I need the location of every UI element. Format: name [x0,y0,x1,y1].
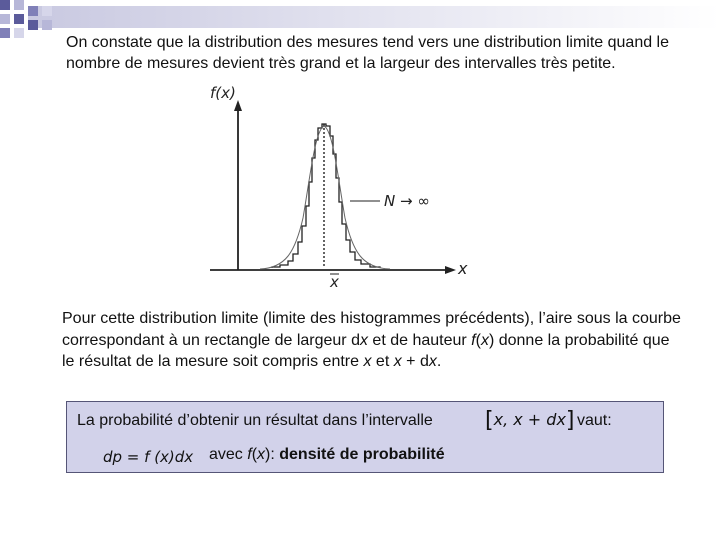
limit-curve [260,126,390,269]
x-axis-label: x [458,259,468,278]
formula-text: dp = f (x)dx [103,448,194,466]
avec-text: avec [209,446,248,463]
interval-body: x, x + dx [493,410,566,429]
paragraph-text-5: et [371,353,394,370]
var-f: f [247,446,252,463]
intro-text: On constate que la distribution des mesures tend vers une distribution limite quand le nombre de mesures devient très grand et la largeur des intervalles très petite. [66,34,670,72]
paragraph-text-4: ) donne la probabilité que le résultat de la mesure soit compris entre [62,331,670,370]
probability-statement: La probabilité d’obtenir un résultat dans l’intervalle [77,412,433,429]
paragraph-text-2: et de hauteur [367,331,472,349]
interval-open-bracket: [ [485,408,494,433]
var-x: x [359,331,368,349]
limit-label: N → ∞ [384,192,430,210]
x-axis-arrow [445,266,456,274]
var-x: x [393,353,402,370]
distribution-figure [200,78,480,293]
paren-text: ( [251,446,258,463]
interval-close-bracket: ] [565,408,575,433]
density-term: densité de probabilité [279,446,445,463]
paragraph-text-7: . [436,353,442,370]
interval-expression [485,408,575,433]
mean-label: x [330,273,339,291]
var-x: x [428,353,437,370]
vaut-text: vaut: [577,412,612,429]
probability-formula [103,448,193,466]
var-x: x [480,331,489,349]
paragraph-text-3: ( [475,331,481,349]
density-statement [209,446,445,464]
after-text: ): [265,446,280,463]
var-x: x [257,446,266,463]
var-f: f [471,331,476,349]
histogram-steps [272,124,380,268]
definition-box [66,401,664,473]
paragraph-text-1: Pour cette distribution limite (limite des histogrammes précédents), l’aire sous la courbe correspondant à un rectangle de largeur d [62,310,681,349]
paragraph-text-6: + d [401,353,429,370]
var-x: x [363,353,372,370]
y-axis-label: f(x) [210,84,236,102]
explanation-paragraph [62,308,682,373]
